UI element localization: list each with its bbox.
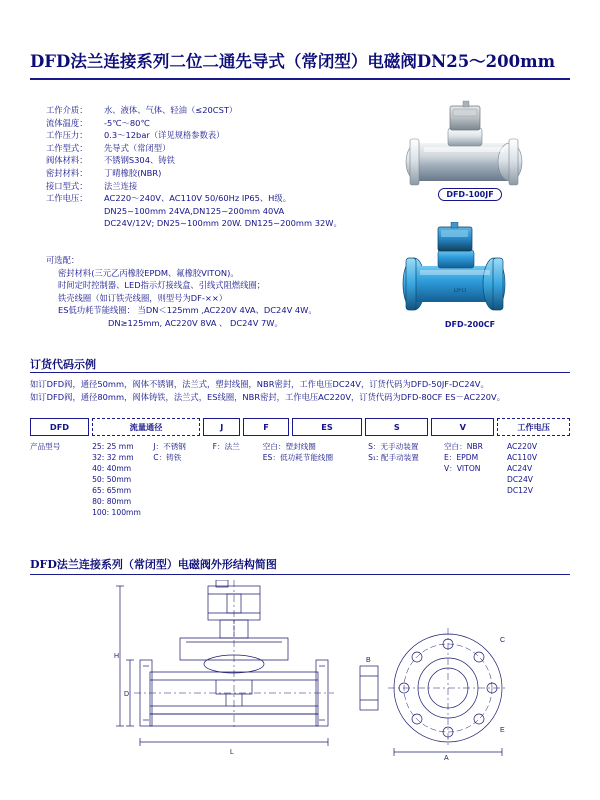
code-desc-line: 40: 40mm [92,464,132,473]
code-desc-line: AC220V [506,442,538,451]
spec-row [46,104,376,117]
dimension-label-e: E [500,727,505,734]
code-desc-line: 50: 50mm [92,475,132,484]
code-desc-line: 空白：塑封线圈 [262,442,316,451]
code-desc-voltage [507,441,570,518]
code-cell-size: 流量通径 [92,418,200,436]
spec-label: 接口型式： [46,180,88,191]
spec-value: 不锈钢S304、铸铁 [104,155,175,166]
code-cell-coil: ES [292,418,363,436]
dimension-label-b: B [366,657,371,664]
product-photo-dfd-200cf [380,222,560,332]
product-caption-label: DFD-200CF [444,320,496,329]
order-code-cells [30,418,570,436]
dimension-label-c: C [500,637,506,644]
spec-row [46,129,376,142]
code-desc-manual [368,441,444,518]
spec-value: 法兰连接 [104,180,138,191]
specification-list [46,104,376,230]
code-desc-line: C：铸铁 [153,453,182,462]
code-desc-line: DC24V [506,475,533,484]
code-desc-line: J：不锈钢 [153,442,186,451]
product-photo-dfd-100jf [380,100,560,200]
optional-line: 铁壳线圈（如订铁壳线圈，则型号为DF-××） [58,292,228,303]
spec-row [46,180,376,193]
code-desc-line: 80: 80mm [92,497,132,506]
spec-label: 工作压力： [46,130,88,141]
spec-label: 工作型式： [46,142,88,153]
optional-line: 时间定时控制器、LED指示灯接线盒、引线式阻燃线圈； [58,280,266,291]
code-desc-line: F：法兰 [212,442,240,451]
optional-list [46,254,386,330]
code-desc-line: 产品型号 [30,442,61,451]
spec-label: 工作电压： [46,193,88,204]
page-title: DFD法兰连接系列二位二通先导式（常闭型）电磁阀DN25～200mm [30,52,556,71]
code-desc-line: DC12V [506,486,533,495]
dimension-label-l: L [230,749,234,756]
order-code-descriptions [30,441,570,518]
code-desc-coil [263,441,368,518]
code-cell-voltage: 工作电压 [497,418,570,436]
order-example-line: 如订DFD阀，通径50mm，阀体不锈钢，法兰式，塑封线圈，NBR密封，工作电压DC24V，订货代码为DFD-50JF-DC24V。 [30,379,489,389]
code-desc-line: AC24V [506,464,533,473]
code-desc-connection [213,441,263,518]
optional-line: 密封材料(三元乙丙橡胶EPDM、氟橡胶VITON)。 [58,267,239,278]
spec-row [46,154,376,167]
code-desc-line: 空白：NBR [443,442,483,451]
code-desc-line: 100: 100mm [92,508,141,517]
page-title-block [30,48,570,80]
spec-label: 密封材料： [46,167,88,178]
optional-line: ES低功耗节能线圈： 当DN＜125mm ,AC220V 4VA、DC24V 4W。 [58,305,317,316]
dimension-label-h: H [114,653,120,660]
product-caption [380,320,560,329]
svg-text:DFD: DFD [454,288,467,294]
spec-row [46,192,376,205]
order-section-heading: 订货代码示例 [30,358,96,371]
code-desc-line: V：VITON [443,464,481,473]
dimension-label-d: D [124,691,130,698]
spec-row [46,167,376,180]
spec-value: 先导式（常闭型） [104,142,171,153]
optional-line: DN≥125mm, AC220V 8VA 、 DC24V 7W。 [108,317,283,328]
code-cell-model: DFD [30,418,89,436]
spec-label: 阀体材料： [46,155,88,166]
spec-value: AC220～240V、AC110V 50/60Hz IP65、H级。 [104,193,292,204]
code-desc-material [153,441,212,518]
code-cell-material: J [203,418,240,436]
order-code-table [30,418,570,518]
spec-extra-line: DC24V/12V; DN25~100mm 20W. DN125~200mm 32W。 [104,218,342,229]
code-desc-line: S₁: 配手动装置 [368,453,419,462]
spec-label: 流体温度： [46,117,88,128]
code-desc-line: 65: 65mm [92,486,132,495]
spec-label: 工作介质： [46,105,88,115]
product-caption-label: DFD-100JF [438,188,501,201]
code-cell-seal: V [431,418,494,436]
spec-value: 丁晴橡胶(NBR) [104,167,162,178]
code-desc-line: AC110V [506,453,538,462]
code-desc-seal [444,441,507,518]
optional-heading: 可选配： [46,255,80,265]
code-desc-line: 25: 25 mm [92,442,134,451]
outline-drawing [30,580,570,765]
code-desc-line: E：EPDM [443,453,479,462]
code-desc-model [30,441,92,518]
spec-row [46,117,376,130]
code-desc-size [92,441,153,518]
code-cell-connection: F [243,418,288,436]
spec-value: 水、液体、气体、轻油（≤20CST） [104,105,238,115]
order-example-line: 如订DFD阀，通径80mm，阀体铸铁，法兰式，ES线圈，NBR密封，工作电压AC220V，订货代码为DFD-80CF ES－AC220V。 [30,391,506,402]
code-desc-line: ES：低功耗节能线圈 [262,453,334,462]
product-caption [380,188,560,201]
dimension-label-a: A [444,755,449,760]
spec-value: 0.3～12bar（详见规格参数表） [104,130,225,141]
spec-value: -5℃～80℃ [104,117,150,128]
code-cell-manual: S [365,418,428,436]
drawing-section-heading: DFD法兰连接系列（常闭型）电磁阀外形结构简图 [30,558,277,571]
spec-row [46,142,376,155]
code-desc-line: S：无手动装置 [368,442,419,451]
code-desc-line: 32: 32 mm [92,453,134,462]
spec-extra-line: DN25~100mm 24VA,DN125~200mm 40VA [104,205,285,216]
drawing-section-rule [30,574,570,575]
order-section-rule [30,372,570,373]
order-example-text [30,378,575,403]
